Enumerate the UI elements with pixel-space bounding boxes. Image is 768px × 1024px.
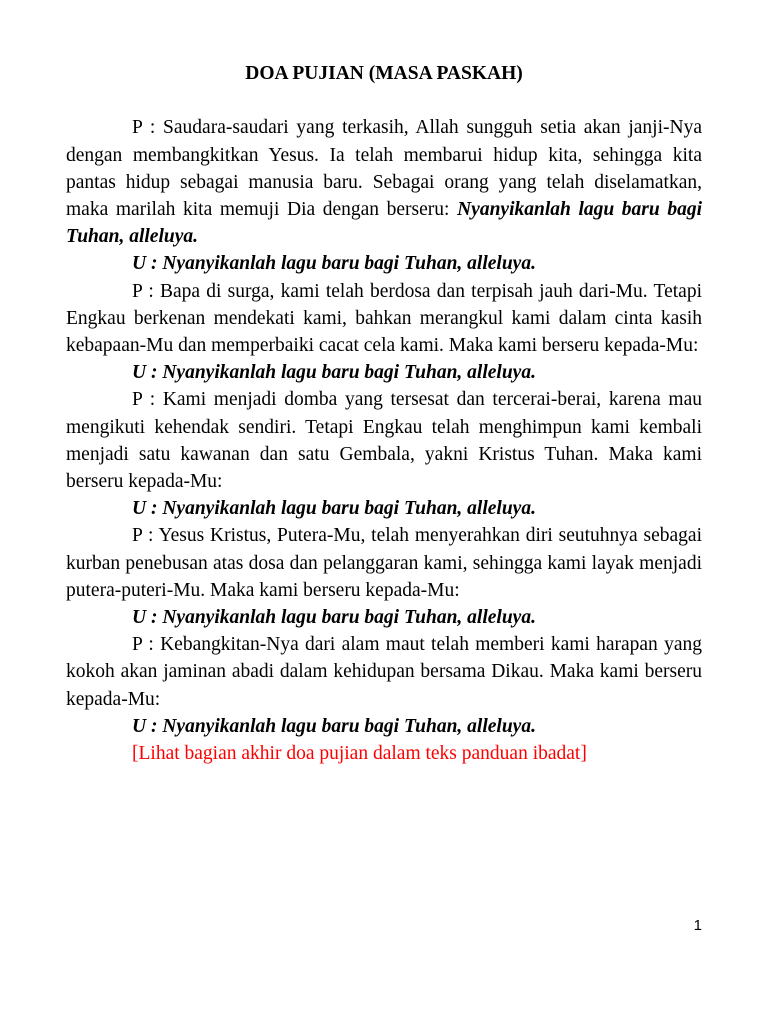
document-page [66, 60, 702, 767]
title-spacer [66, 87, 702, 114]
prayer-text-1: P : Saudara-saudari yang terkasih, Allah sungguh setia akan janji-Nya dengan membangkitkan Yesus. Ia telah membarui hidup kita, sehingga kita pantas hidup sebagai manusia baru. Sebagai orang yang telah diselamatkan, maka marilah kita memuji Dia dengan berseru: [66, 117, 702, 220]
prayer-paragraph-5: P : Kebangkitan-Nya dari alam maut telah memberi kami harapan yang kokoh akan jaminan abadi dalam kehidupan bersama Dikau. Maka kami berseru kepada-Mu: [66, 634, 702, 710]
prayer-paragraph-1 [66, 114, 702, 250]
prayer-paragraph-4: P : Yesus Kristus, Putera-Mu, telah menyerahkan diri seutuhnya sebagai kurban penebusan atas dosa dan pelanggaran kami, sehingga kami layak menjadi putera-puteri-Mu. Maka kami berseru kepada-Mu: [66, 525, 702, 601]
response-line-5: U : Nyanyikanlah lagu baru bagi Tuhan, alleluya. [132, 715, 536, 737]
inline-response: Nyanyikanlah lagu baru bagi Tuhan, alleluya. [66, 198, 703, 248]
response-line-3: U : Nyanyikanlah lagu baru bagi Tuhan, alleluya. [132, 498, 536, 520]
prayer-paragraph-2: P : Bapa di surga, kami telah berdosa dan terpisah jauh dari-Mu. Tetapi Engkau berkenan mendekati kami, bahkan merangkul kami dalam cinta kasih kebapaan-Mu dan memperbaiki cacat cela kami. Maka kami berseru kepada-Mu: [66, 280, 702, 356]
prayer-paragraph-3: P : Kami menjadi domba yang tersesat dan tercerai-berai, karena mau mengikuti kehendak sendiri. Tetapi Engkau telah menghimpun kami kembali menjadi satu kawanan dan satu Gembala, yakni Kristus Tuhan. Maka kami berseru kepada-Mu: [66, 389, 702, 493]
response-line-4: U : Nyanyikanlah lagu baru bagi Tuhan, alleluya. [132, 607, 536, 629]
response-line-1: U : Nyanyikanlah lagu baru bagi Tuhan, alleluya. [132, 253, 536, 275]
page-number: 1 [693, 917, 702, 934]
response-line-2: U : Nyanyikanlah lagu baru bagi Tuhan, alleluya. [132, 362, 536, 384]
document-title: DOA PUJIAN (MASA PASKAH) [245, 63, 523, 84]
rubric-note: [Lihat bagian akhir doa pujian dalam teks panduan ibadat] [132, 743, 587, 765]
